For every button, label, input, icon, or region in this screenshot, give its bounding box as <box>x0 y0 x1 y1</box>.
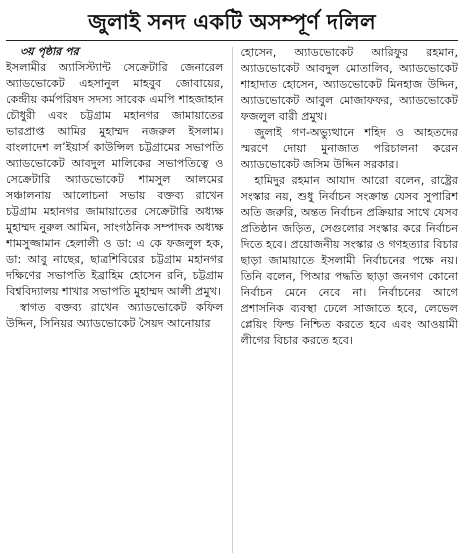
left-paragraph-2: স্বাগত বক্তব্য রাখেন অ্যাডভোকেট কফিল উদ্দিন, সিনিয়র অ্যাডভোকেট সৈয়দ আনোয়ার <box>6 301 224 330</box>
article-headline: জুলাই সনদ একটি অসম্পূর্ণ দলিল <box>88 9 376 34</box>
right-paragraph-1: হোসেন, অ্যাডভোকেট আরিফুর রহমান, অ্যাডভোকেট আবদুল মোতালিব, অ্যাডভোকেট শাহাদাত হোসেন, অ্যাডভোকেট মিনহাজ উদ্দিন, অ্যাডভোকেট আবুল মোজাফফর, অ্যাডভোকেট ফজলুল বারী প্রমুখ। <box>240 46 459 123</box>
left-column <box>6 45 224 555</box>
continued-from-label: ৩য় পৃষ্ঠার পর <box>20 45 79 58</box>
headline-container <box>6 8 458 36</box>
headline-rule <box>6 40 458 41</box>
right-paragraph-2: জুলাই গণ-অভ্যুত্থানে শহিদ ও আহতদের স্মরণে দোয়া মুনাজাত পরিচালনা করেন অ্যাডভোকেট জসিম উদ্দিন সরকার। <box>240 126 459 171</box>
article-columns <box>6 45 458 555</box>
left-paragraph-1: ইসলামীর অ্যাসিস্ট্যান্ট সেক্রেটারি জেনারেল অ্যাডভোকেট এহসানুল মাহবুব জোবায়ের, কেন্দ্রীয় কর্মপরিষদ সদস্য সাবেক এমপি শাহজাহান চৌধুরী এবং চট্টগ্রাম মহানগর জামায়াতের ভারপ্রাপ্ত আমির মুহাম্মদ নজরুল ইসলাম। বাংলাদেশ ল’ইয়ার্স কাউন্সিল চট্টগ্রামের সভাপতি অ্যাডভোকেট আবদুল মালিকের সভাপতিত্বে ও সেক্রেটারি অ্যাডভোকেট শামসুল আলমের সঞ্চালনায় আলোচনা সভায় বক্তব্য রাখেন চট্টগ্রাম মহানগর জামায়াতের সেক্রেটারি অধ্যক্ষ মুহাম্মদ নুরুল আমিন, সাংগঠনিক সম্পাদক অধ্যক্ষ শামসুজ্জামান হেলালী ও ডা: এ কে ফজলুল হক, ডা: আবু নাছের, ছাত্রশিবিরের চট্টগ্রাম মহানগর দক্ষিণের সভাপতি ইব্রাহিম হোসেন রনি, চট্টগ্রাম বিশ্ববিদ্যালয় শাখার সভাপতি মুহাম্মদ আলী প্রমুখ। <box>6 61 224 298</box>
right-paragraph-3: হামিদুর রহমান আযাদ আরো বলেন, রাষ্ট্রের সংস্কার নয়, শুধু নির্বাচন সংক্রান্ত যেসব সুপারিশ অতি জরুরি, অন্তত নির্বাচন প্রক্রিয়ার সাথে যেসব প্রতিষ্ঠান জড়িত, সেগুলোর সংস্কার করে নির্বাচন দিতে হবে। প্রয়োজনীয় সংস্কার ও গণহত্যার বিচার ছাড়া জামায়াতে ইসলামী নির্বাচনের পক্ষে নয়। তিনি বলেন, পিআর পদ্ধতি ছাড়া জনগণ কোনো নির্বাচন মেনে নেবে না। নির্বাচনের আগে প্রশাসনিক ব্যবস্থা ঢেলে সাজাতে হবে, লেভেল প্লেয়িং ফিল্ড নিশ্চিত করতে হবে এবং আওয়ামী লীগের বিচার করতে হবে। <box>240 174 459 347</box>
column-divider <box>232 47 233 553</box>
right-column <box>241 45 459 555</box>
